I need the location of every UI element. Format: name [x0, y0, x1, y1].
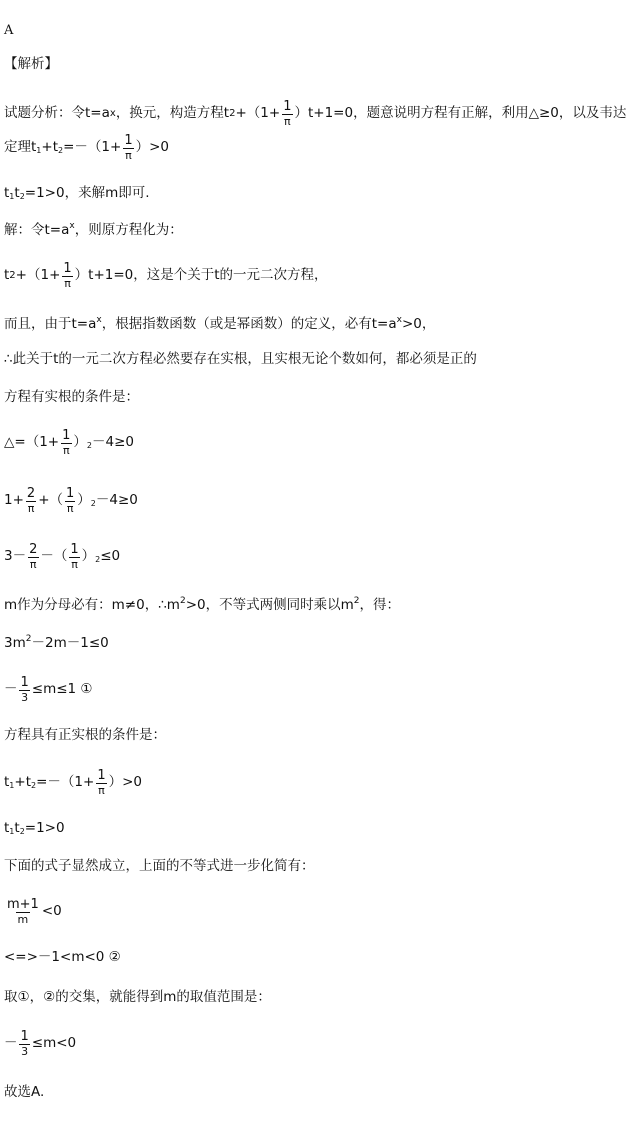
expansion-line: 1+ $\frac{2}{\pi}$ +（ $\frac{1}{\pi}$ ） 2 －4≥0: [4, 486, 138, 515]
fraction: $\frac{1}{\pi}$: [70, 542, 79, 571]
simplify-note: 下面的式子显然成立，上面的不等式进一步化简有：: [4, 858, 315, 874]
fraction: $\frac{1}{\pi}$: [63, 261, 72, 290]
analysis-header: 【解析】: [4, 56, 58, 72]
fraction: $\frac{1}{\pi}$: [62, 428, 71, 457]
fraction: $\frac{1}{3}$: [20, 675, 29, 704]
quadratic-inequality: 3m 2 －2m－1≤0: [4, 634, 109, 651]
analysis-line-3: t 1 t 2 =1>0，来解m即可.: [4, 185, 150, 201]
solution-line-2: t 2 +（1+ $\frac{1}{\pi}$ ）t+1=0，这是个关于t的一元二次方程，: [4, 261, 328, 290]
discriminant-line: △=（1+ $\frac{1}{\pi}$ ） 2 －4≥0: [4, 428, 134, 457]
solution-line-3: 而且，由于t=a x ，根据指数函数（或是幂函数）的定义，必有t=a x >0，: [4, 315, 436, 332]
solution-line-1: 解：令t=a x ，则原方程化为：: [4, 221, 183, 238]
range-one: － $\frac{1}{3}$ ≤m≤1 ①: [4, 675, 93, 704]
vieta-product: t 1 t 2 =1>0: [4, 820, 65, 836]
fraction: $\frac{2}{\pi}$: [29, 542, 38, 571]
analysis-line-2: 定理t 1 +t 2 =－（1+ $\frac{1}{\pi}$ ）>0: [4, 133, 169, 162]
solution-line-4: ∴此关于t的一元二次方程必然要存在实根，且实根无论个数如何，都必须是正的: [4, 351, 477, 367]
positive-root-condition: 方程具有正实根的条件是：: [4, 727, 166, 743]
fraction: $\frac{1}{\pi}$: [66, 486, 75, 515]
fraction: $\frac{1}{\pi}$: [97, 768, 106, 797]
vieta-sum: t 1 +t 2 =－（1+ $\frac{1}{\pi}$ ）>0: [4, 768, 142, 797]
intersection-note: 取①，②的交集，就能得到m的取值范围是：: [4, 989, 271, 1005]
fraction: $\frac{1}{\pi}$: [283, 99, 292, 128]
range-two: <=>－1<m<0 ②: [4, 949, 121, 965]
denominator-note: m作为分母必有：m≠0，∴m 2 >0，不等式两侧同时乘以m 2 ，得：: [4, 596, 400, 613]
conclusion: 故选A.: [4, 1084, 45, 1100]
final-range: － $\frac{1}{3}$ ≤m<0: [4, 1029, 77, 1058]
fraction: $\frac{m+1}{m}$: [7, 897, 39, 926]
answer-letter: A: [4, 23, 14, 38]
fraction: $\frac{1}{3}$: [20, 1029, 29, 1058]
analysis-line-1: 试题分析：令t=a x ，换元，构造方程t 2 +（1+ $\frac{1}{\pi}$ ）t+1=0，题意说明方程有正解，利用△≥0，以及韦达: [4, 99, 627, 128]
fraction-inequality: $\frac{m+1}{m}$ <0: [7, 897, 62, 926]
solution-line-5: 方程有实根的条件是：: [4, 389, 139, 405]
fraction: $\frac{2}{\pi}$: [26, 486, 36, 515]
simplified-line: 3－ $\frac{2}{\pi}$ －（ $\frac{1}{\pi}$ ） 2 ≤0: [4, 542, 121, 571]
fraction: $\frac{1}{\pi}$: [124, 133, 133, 162]
